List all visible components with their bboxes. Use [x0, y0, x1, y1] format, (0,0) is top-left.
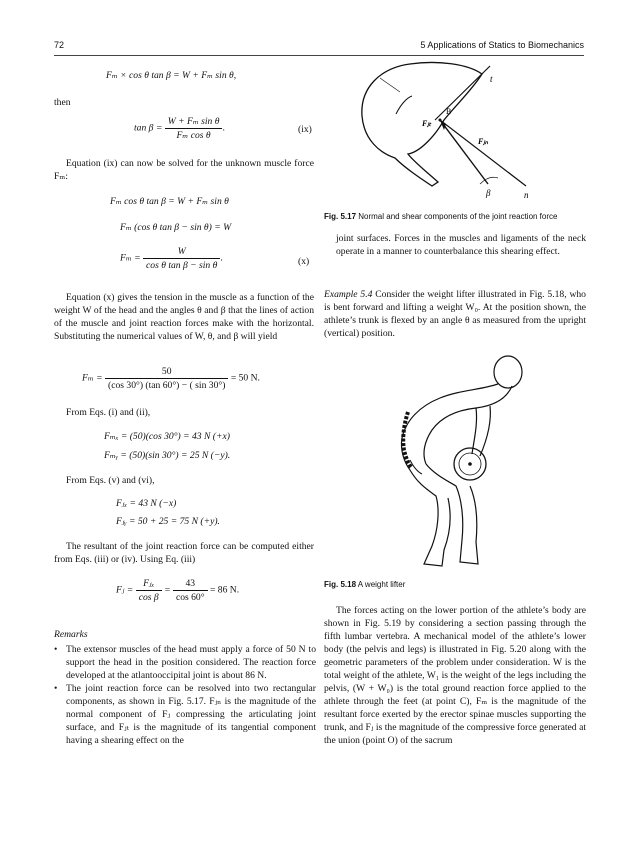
remark-bullet-1: • The extensor muscles of the head must apply a force of 50 N to support the head in the position considered. The reaction force developed at the atlantooccipital joint is about 86 N. — [54, 643, 316, 682]
equation-fjx: Fⱼₓ = 43 N (−x) — [116, 498, 177, 509]
equation-ix-lhs: tan β = — [134, 122, 163, 134]
example-text: Consider the weight lifter illustrated in Fig. 5.18, who is bent forward and lifting a weight W₀. At the position shown, the athlete’s trunk is flexed by an angle θ as measured from the upright (vertical) position. — [324, 289, 586, 339]
equation-x-tag: (x) — [298, 256, 310, 267]
figure-5-17-caption-number: Fig. 5.17 — [324, 212, 357, 221]
equation-ix: tan β = $\frac{\text{W + Fₘ sin θ}}{\text{Fₘ cos θ}}$ . — [134, 116, 225, 141]
equation-fm-numerator: 50 — [105, 366, 228, 379]
example-label: Example 5.4 — [324, 289, 373, 300]
figure-5-17-label-fjt: Fⱼₜ — [422, 119, 432, 128]
remarks-list — [54, 643, 316, 747]
figure-5-17-caption — [324, 212, 586, 221]
equation-ix-tag: (ix) — [298, 124, 312, 135]
paragraph-2 — [54, 291, 314, 343]
equation-fmx: Fₘₓ = (50)(cos 30°) = 43 N (+x) — [104, 431, 230, 442]
equation-fm-fraction — [105, 366, 228, 391]
equation-x-fraction — [143, 246, 220, 271]
equation-fj — [116, 578, 239, 603]
figure-5-17-label-n: n — [524, 190, 529, 200]
paragraph-1-text: Equation (ix) can now be solved for the unknown muscle force Fₘ: — [54, 158, 314, 182]
paragraph-forces-text: The forces acting on the lower portion of the athlete’s body are shown in Fig. 5.19 by considering a section passing through the fifth lumbar vertebra. A mechanical model of the athlete’s lower body (the pelvis and legs) is illustrated in Fig. 5.20 along with the geometric parameters of the problem under consideration. W is the total weight of the athlete, W₁ is the weight of the legs including the pelvis, (W + W₀) is the total ground reaction force applied to the athlete through the feet (at point C), Fₘ is the magnitude of the resultant force exerted by the erector spinae muscles supporting the trunk, and Fⱼ is the magnitude of the compressive force generated at the union (point O) of the sacrum — [324, 605, 586, 746]
paragraph-3 — [54, 540, 314, 566]
equation-a: Fₘ cos θ tan β = W + Fₘ sin θ — [110, 196, 229, 207]
header-rule — [54, 55, 584, 56]
figure-5-17-label-fjn: Fⱼₙ — [478, 137, 488, 146]
equation-x-denominator: cos θ tan β − sin θ — [146, 260, 218, 271]
figure-5-17-joint-reaction — [340, 58, 590, 208]
from-eqs-2: From Eqs. (v) and (vi), — [66, 475, 155, 486]
figure-5-18-weight-lifter — [380, 350, 580, 575]
equation-fj-rhs: = 86 N. — [209, 584, 240, 596]
example-5-4 — [324, 288, 586, 340]
paragraph-3-text: The resultant of the joint reaction force can be computed either from Eqs. (iii) or (iv). Using Eq. (iii) — [54, 541, 314, 565]
figure-5-17-label-beta: β — [486, 188, 491, 198]
remarks-title: Remarks — [54, 629, 88, 640]
equation-ix-fraction — [165, 116, 223, 141]
paragraph-2-text: Equation (x) gives the tension in the muscle as a function of the weight W of the head and the angles θ and β that the lines of action of the muscle and joint reaction forces make with the horizontal. Substituting the numerical values of W, θ, and β will yield — [54, 292, 314, 342]
page-number: 72 — [54, 40, 65, 50]
equation-fjy: Fⱼᵧ = 50 + 25 = 75 N (+y). — [116, 516, 220, 527]
equation-fj-denominator-2: cos 60° — [175, 592, 205, 603]
figure-5-18-caption-text: A weight lifter — [357, 580, 406, 589]
equation-ix-denominator: Fₘ cos θ — [176, 130, 211, 141]
equation-fj-fraction-1 — [136, 578, 162, 603]
from-eqs-1: From Eqs. (i) and (ii), — [66, 407, 151, 418]
figure-5-17-label-t: t — [490, 74, 493, 84]
equation-fm-denominator: (cos 30°) (tan 60°) − ( sin 30°) — [108, 380, 226, 391]
paragraph-continued — [336, 232, 586, 258]
paragraph-continued-text: joint surfaces. Forces in the muscles and ligaments of the neck operate in a manner to counterbalance this shearing effect. — [336, 233, 586, 257]
equation-b: Fₘ (cos θ tan β − sin θ) = W — [120, 222, 232, 233]
equation-fm-lhs: Fₘ = — [82, 372, 103, 384]
figure-5-17-label-b: B — [446, 107, 452, 116]
remark-bullet-2: • The joint reaction force can be resolved into two rectangular components, as shown in Fig. 5.17. Fⱼₙ is the magnitude of the normal component of Fⱼ compressing the articulating joint surface, and Fⱼₜ is the magnitude of its tangential component having a shearing effect on the — [54, 682, 316, 747]
then-text: then — [54, 97, 71, 108]
running-header: 5 Applications of Statics to Biomechanics — [420, 40, 584, 50]
equation-top: Fₘ × cos θ tan β = W + Fₘ sin θ, — [106, 70, 237, 81]
equation-ix-numerator: W + Fₘ sin θ — [165, 116, 223, 129]
equation-x: Fₘ = $\frac{W}{\text{cos θ tan β − sin θ}}$ . — [120, 246, 223, 271]
paragraph-forces — [324, 604, 586, 747]
equation-fj-equals: = — [164, 584, 171, 596]
figure-5-18-caption-number: Fig. 5.18 — [324, 580, 357, 589]
equation-fj-lhs: Fⱼ = — [116, 584, 134, 596]
equation-fj-numerator-2: 43 — [173, 578, 208, 591]
equation-x-numerator: W — [143, 246, 220, 259]
equation-fmy: Fₘᵧ = (50)(sin 30°) = 25 N (−y). — [104, 450, 231, 461]
paragraph-1 — [54, 157, 314, 183]
figure-5-18-caption — [324, 580, 586, 589]
equation-x-lhs: Fₘ = — [120, 252, 141, 264]
equation-fj-numerator-1: Fⱼₓ — [136, 578, 162, 591]
equation-fm — [82, 366, 260, 391]
equation-fj-denominator-1: cos β — [138, 592, 159, 603]
equation-fm-rhs: = 50 N. — [230, 372, 260, 384]
equation-fj-fraction-2 — [173, 578, 208, 603]
figure-5-17-caption-text: Normal and shear components of the joint reaction force — [358, 212, 558, 221]
